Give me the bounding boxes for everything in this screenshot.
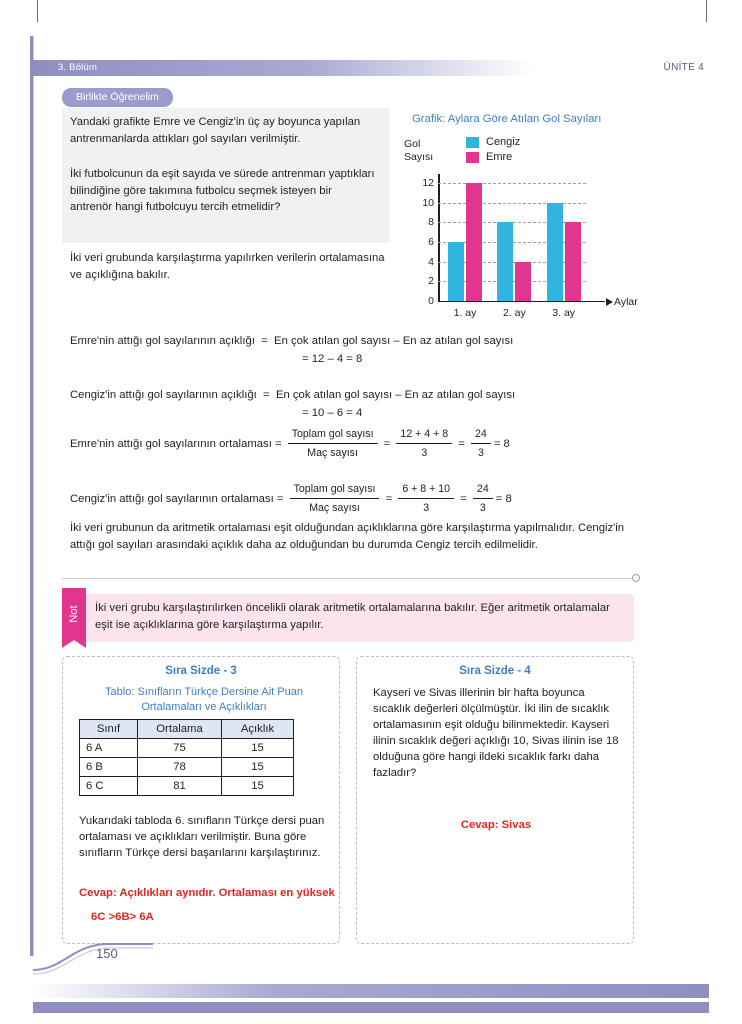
chart-x-axis-label: Aylar: [614, 296, 638, 308]
equals-4: =: [380, 437, 394, 450]
chart-y-tick: 8: [428, 216, 434, 229]
chart-plot-area: [422, 174, 586, 319]
equals-1: =: [258, 335, 271, 347]
cell-range-2: 15: [222, 777, 294, 796]
emre-mean-den: 3: [421, 447, 428, 459]
emre-range-label: Emre'nin attığı gol sayılarının açıklığı: [70, 335, 255, 347]
mean-fraction-generic-2: [290, 481, 380, 516]
equals-8: =: [457, 492, 470, 505]
cell-class-0: 6 A: [80, 739, 138, 758]
footer-band-solid: [33, 1002, 709, 1013]
exercise-3-question: Yukarıdaki tabloda 6. sınıfların Türkçe dersi puan ortalaması ve açıklıkları verilmiştir. Buna göre sınıfların Türkçe dersi başarılarını karşılaştırınız.: [79, 815, 325, 859]
equals-5: =: [455, 437, 469, 450]
conclusion-paragraph: İki veri grubunun da aritmetik ortalaması eşit olduğundan açıklıklarına göre karşılaştırma yapılmalıdır. Cengiz'in attığı gol sayıları arasındaki açıklık daha az olduğundan bu durumda Cengiz tercih edilmelidir.: [70, 522, 625, 551]
cengiz-mean-line: [70, 481, 512, 516]
col-header-sinif: Sınıf: [80, 720, 138, 739]
emre-mean-result: = 8: [493, 437, 510, 450]
exercise-3-answer-2: 6C >6B> 6A: [91, 911, 154, 923]
exercise-3-title: Sıra Sizde - 3: [165, 665, 237, 677]
crop-mark-right: [706, 0, 707, 22]
frac-num-2: Toplam gol sayısı: [290, 481, 380, 499]
chart-bar: [497, 222, 513, 301]
chart-y-axis-label: [404, 138, 448, 164]
frac-num-1: Toplam gol sayısı: [288, 426, 378, 444]
col-header-aciklik: Açıklık: [222, 720, 294, 739]
cell-range-0: 15: [222, 739, 294, 758]
page-left-rule-thin: [33, 36, 34, 956]
emre-mean-label: Emre'nin attığı gol sayılarının ortalaması: [70, 437, 272, 450]
section-pill: Birlikte Öğrenelim: [62, 88, 173, 107]
emre-range-calc: = 12 – 4 = 8: [302, 353, 363, 365]
emre-mean-fraction: [396, 426, 452, 461]
note-text: İki veri grubu karşılaştırılırken öncelikli olarak aritmetik ortalamalarına bakılır. Eğer aritmetik ortalamalar eşit ise açıklıklarına göre karşılaştırma yapılır.: [95, 602, 610, 631]
chart-bar: [448, 242, 464, 301]
emre-mean-num2: 24: [471, 426, 491, 444]
divider-end-circle: [632, 574, 640, 582]
cell-mean-2: 81: [138, 777, 222, 796]
col-header-ortalama: Ortalama: [138, 720, 222, 739]
chart-y-tick: 4: [428, 255, 434, 268]
bar-chart: [404, 132, 636, 317]
legend-swatch-emre: [466, 152, 479, 163]
cell-class-2: 6 C: [80, 777, 138, 796]
table-row: [80, 777, 294, 796]
cengiz-mean-den2: 3: [479, 502, 486, 514]
cell-class-1: 6 B: [80, 758, 138, 777]
equals-7: =: [382, 492, 396, 505]
table-header-row: [80, 720, 294, 739]
divider-line: [62, 578, 634, 579]
chart-y-tick: 10: [422, 196, 434, 209]
page-number: 150: [96, 946, 118, 961]
chart-bar: [565, 222, 581, 301]
chart-bar: [466, 183, 482, 301]
exercise-panel-4: [356, 656, 634, 944]
intro-paragraph-2: İki futbolcunun da eşit sayıda ve sürede antrenman yaptıkları bilindiğine göre takımına futbolcu seçmek isteyen bir antrenör hangi futbolcuyu tercih etmelidir?: [70, 168, 375, 213]
emre-mean-fraction-2: [471, 426, 491, 461]
chart-gridline: [438, 203, 586, 204]
intro-paragraph-1: Yandaki grafikte Emre ve Cengiz'in üç ay boyunca yapılan antrenmanlarda attıkları gol sayıları verilmiştir.: [70, 116, 361, 145]
range-formula-1: En çok atılan gol sayısı – En az atılan gol sayısı: [274, 335, 514, 347]
intro-paragraph-3: İki veri grubunda karşılaştırma yapılırken verilerin ortalamasına ve açıklığına bakılır.: [70, 252, 385, 281]
exercise-4-question: Kayseri ve Sivas illerinin bir hafta boyunca sıcaklık değerleri ölçülmüştür. İki ilin de sıcaklık ortalamasının eşit olduğu bilinmektedir. Kayseri ilinin sıcaklık değeri açıklığı 10, Sivas ilinin ise 18 olduğuna göre hangi ildeki sıcaklık farkı daha fazladır?: [373, 687, 619, 779]
cengiz-mean-num2: 24: [473, 481, 493, 499]
scores-table: [79, 719, 294, 796]
table-row: [80, 739, 294, 758]
chart-title: Grafik: Aylara Göre Atılan Gol Sayıları: [412, 113, 602, 125]
cell-mean-0: 75: [138, 739, 222, 758]
x-axis-arrow-icon: [606, 298, 613, 306]
note-ribbon-label: Not: [68, 605, 80, 623]
chart-gridline: [438, 183, 586, 184]
cell-mean-1: 78: [138, 758, 222, 777]
cengiz-mean-label: Cengiz'in attığı gol sayılarının ortalaması: [70, 492, 274, 505]
equals-3: =: [271, 437, 285, 450]
chart-x-tick: 1. ay: [453, 307, 477, 319]
frac-den-2: Maç sayısı: [309, 502, 360, 514]
exercise-4-answer: Cevap: Sivas: [460, 819, 532, 831]
frac-den-1: Maç sayısı: [307, 447, 358, 459]
legend-label-emre: Emre: [486, 151, 513, 163]
crop-mark-left: [37, 0, 38, 22]
cell-range-1: 15: [222, 758, 294, 777]
range-formula-2: En çok atılan gol sayısı – En az atılan gol sayısı: [275, 389, 516, 401]
legend-item-emre: [466, 151, 520, 163]
legend-item-cengiz: [466, 136, 520, 148]
emre-mean-num: 12 + 4 + 8: [396, 426, 452, 444]
exercise-4-title: Sıra Sizde - 4: [459, 665, 531, 677]
emre-range-line: [70, 333, 513, 349]
chart-legend: [466, 136, 520, 166]
mean-fraction-generic-1: [288, 426, 378, 461]
cengiz-mean-den: 3: [423, 502, 430, 514]
exercise-3-table-caption: Tablo: Sınıfların Türkçe Dersine Ait Puan Ortalamaları ve Açıklıkları: [105, 686, 303, 713]
exercise-3-answer: Cevap: Açıklıkları aynıdır. Ortalaması en yüksek: [79, 887, 335, 899]
chart-y-tick: 12: [422, 176, 434, 189]
chart-bar: [515, 262, 531, 301]
y-axis-label-text: Gol Sayısı: [404, 138, 434, 163]
chart-x-tick: 3. ay: [552, 307, 576, 319]
legend-label-cengiz: Cengiz: [486, 136, 521, 148]
chart-bar: [547, 203, 563, 301]
equals-6: =: [273, 492, 287, 505]
header-band: [33, 60, 533, 76]
chart-y-tick: 2: [428, 275, 434, 288]
equals-2: =: [259, 389, 273, 401]
chart-y-tick: 6: [428, 235, 434, 248]
cengiz-range-line: [70, 387, 515, 403]
cengiz-mean-result: = 8: [495, 492, 512, 505]
table-row: [80, 758, 294, 777]
footer-curve-decoration: [33, 940, 153, 976]
exercise-panel-3: [62, 656, 340, 944]
cengiz-mean-num: 6 + 8 + 10: [398, 481, 454, 499]
chart-x-tick: 2. ay: [502, 307, 526, 319]
chapter-label: 3. Bölüm: [58, 62, 98, 73]
cengiz-range-calc: = 10 – 6 = 4: [302, 407, 363, 419]
chart-y-axis: [438, 174, 440, 302]
emre-mean-line: [70, 426, 510, 461]
footer-band: [33, 984, 709, 998]
note-ribbon: [62, 588, 86, 640]
cengiz-range-label: Cengiz'in attığı gol sayılarının açıklığı: [70, 389, 257, 401]
chart-y-tick: 0: [428, 295, 434, 307]
unit-label: ÜNİTE 4: [663, 62, 704, 73]
legend-swatch-cengiz: [466, 137, 479, 148]
cengiz-mean-fraction-2: [473, 481, 493, 516]
emre-mean-den2: 3: [477, 447, 484, 459]
cengiz-mean-fraction: [398, 481, 454, 516]
